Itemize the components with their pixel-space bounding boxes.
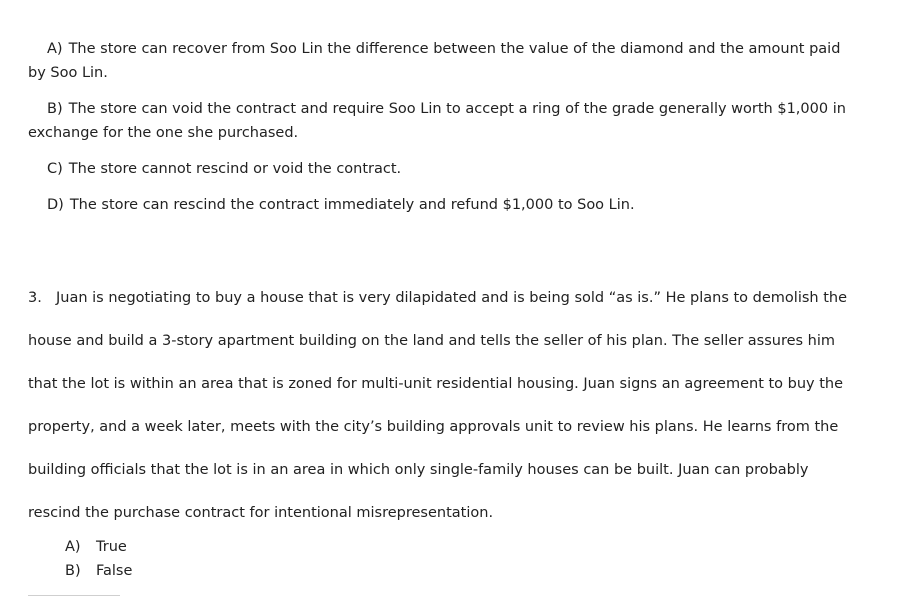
q3-option-b [65, 559, 132, 583]
option-text: False [96, 563, 133, 579]
option-letter: B) [47, 101, 63, 117]
q2-option-d [28, 193, 858, 217]
q2-option-b [28, 97, 858, 145]
option-letter: C) [47, 161, 63, 177]
q2-option-a [28, 37, 858, 85]
option-text: The store can rescind the contract immediately and refund $1,000 to Soo Lin. [69, 197, 635, 213]
q2-option-c [28, 157, 858, 181]
option-letter: A) [47, 41, 63, 57]
question-number: 3. [28, 290, 42, 306]
option-text: The store can void the contract and require Soo Lin to accept a ring of the grade generally worth $1,000 in exchange for the one she purchased. [28, 101, 846, 141]
question-3 [28, 277, 858, 535]
question-text: Juan is negotiating to buy a house that is very dilapidated and is being sold “as is.” He plans to demolish the house and build a 3-story apartment building on the land and tells the seller of his plan. The seller assures him that the lot is within an area that is zoned for multi-unit residential housing. Juan signs an agreement to buy the property, and a week later, meets with the city’s building approvals unit to review his plans. He learns from the building officials that the lot is in an area in which only single-family houses can be built. Juan can probably rescind the purchase contract for intentional misrepresentation. [28, 290, 847, 521]
option-letter: A) [65, 539, 81, 555]
option-text: The store cannot rescind or void the contract. [68, 161, 402, 177]
divider-line [28, 595, 120, 596]
option-text: True [96, 539, 127, 555]
q3-option-a [65, 535, 127, 559]
option-letter: D) [47, 197, 64, 213]
option-text: The store can recover from Soo Lin the difference between the value of the diamond and the amount paid by Soo Lin. [28, 41, 841, 81]
option-letter: B) [65, 563, 81, 579]
